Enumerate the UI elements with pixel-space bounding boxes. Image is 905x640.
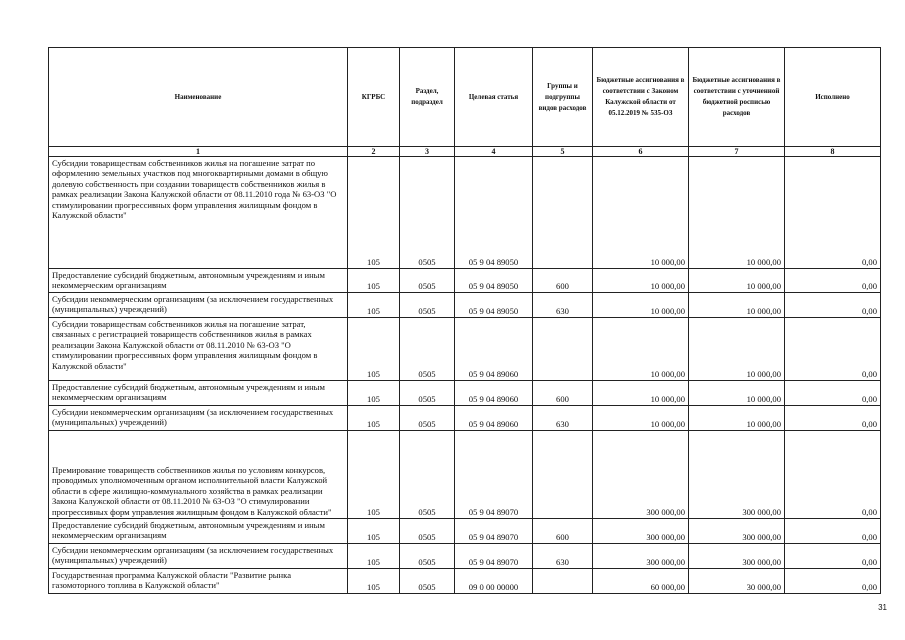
budget-table: [48, 47, 881, 594]
header-group: Группы и подгруппы видов расходов: [533, 48, 593, 147]
row-name: Субсидии некоммерческим организациям (за исключением государственных (муниципальных) учреждений): [49, 406, 348, 431]
row-name: Субсидии некоммерческим организациям (за исключением государственных (муниципальных) учреждений): [49, 293, 348, 318]
table-row: [49, 519, 881, 544]
row-name: Предоставление субсидий бюджетным, автономным учреждениям и иным некоммерческим организациям: [49, 519, 348, 544]
row-budget-law: 10 000,00: [593, 157, 689, 269]
row-executed: 0,00: [785, 406, 881, 431]
row-name: Субсидии товариществам собственников жилья на погашение затрат по оформлению земельных участков под многоквартирными домами в общую долевую собственность при создании товариществ собственников жилья в рамках реализации Закона Калужской области от 08.11.2010 года № 63-ОЗ "О стимулировании прогрессивных форм управления жилищным фондом в Калужской области": [49, 157, 348, 269]
row-budget-refined: 10 000,00: [689, 406, 785, 431]
header-row: [49, 48, 881, 147]
header-target: Целевая статья: [455, 48, 533, 147]
table-row: [49, 431, 881, 519]
row-section: 0505: [400, 569, 455, 594]
row-section: 0505: [400, 519, 455, 544]
row-executed: 0,00: [785, 381, 881, 406]
row-name: Предоставление субсидий бюджетным, автономным учреждениям и иным некоммерческим организациям: [49, 381, 348, 406]
col-number: 3: [400, 147, 455, 157]
row-target: 05 9 04 89060: [455, 318, 533, 381]
row-kgrbs: 105: [348, 431, 400, 519]
row-executed: 0,00: [785, 269, 881, 293]
row-name: Премирование товариществ собственников жилья по условиям конкурсов, проводимых уполномоченным органом исполнительной власти Калужской области в сфере жилищно-коммунального хозяйства в рамках реализации Закона Калужской области от 08.11.2010 № 63-ОЗ "О стимулировании прогрессивных форм управления жилищным фондом в Калужской области": [49, 431, 348, 519]
row-kgrbs: 105: [348, 519, 400, 544]
row-section: 0505: [400, 544, 455, 569]
header-section: Раздел, подраздел: [400, 48, 455, 147]
col-number: 1: [49, 147, 348, 157]
header-kgrbs: КГРБС: [348, 48, 400, 147]
row-group: 600: [533, 381, 593, 406]
row-target: 05 9 04 89050: [455, 293, 533, 318]
row-section: 0505: [400, 381, 455, 406]
row-group: [533, 431, 593, 519]
row-name: Государственная программа Калужской области "Развитие рынка газомоторного топлива в Калужской области": [49, 569, 348, 594]
col-number: 2: [348, 147, 400, 157]
row-executed: 0,00: [785, 569, 881, 594]
row-kgrbs: 105: [348, 318, 400, 381]
page-number: 31: [878, 603, 887, 612]
row-budget-refined: 10 000,00: [689, 269, 785, 293]
row-target: 05 9 04 89070: [455, 519, 533, 544]
row-budget-refined: 10 000,00: [689, 157, 785, 269]
row-section: 0505: [400, 431, 455, 519]
row-budget-refined: 10 000,00: [689, 381, 785, 406]
header-executed: Исполнено: [785, 48, 881, 147]
row-budget-refined: 10 000,00: [689, 318, 785, 381]
row-budget-law: 10 000,00: [593, 381, 689, 406]
row-target: 05 9 04 89050: [455, 269, 533, 293]
row-kgrbs: 105: [348, 293, 400, 318]
row-kgrbs: 105: [348, 544, 400, 569]
row-budget-law: 300 000,00: [593, 519, 689, 544]
row-section: 0505: [400, 157, 455, 269]
row-group: 630: [533, 293, 593, 318]
row-kgrbs: 105: [348, 269, 400, 293]
table-row: [49, 381, 881, 406]
row-target: 09 0 00 00000: [455, 569, 533, 594]
header-budget-law: Бюджетные ассигнования в соответствии с Законом Калужской области от 05.12.2019 № 535-ОЗ: [593, 48, 689, 147]
table-row: [49, 318, 881, 381]
row-budget-law: 300 000,00: [593, 544, 689, 569]
row-name: Субсидии некоммерческим организациям (за исключением государственных (муниципальных) учреждений): [49, 544, 348, 569]
table-row: [49, 157, 881, 269]
budget-table-sheet: [48, 47, 881, 594]
row-target: 05 9 04 89070: [455, 544, 533, 569]
col-number: 5: [533, 147, 593, 157]
row-budget-refined: 30 000,00: [689, 569, 785, 594]
row-executed: 0,00: [785, 519, 881, 544]
row-target: 05 9 04 89060: [455, 406, 533, 431]
row-name: Субсидии товариществам собственников жилья на погашение затрат, связанных с регистрацией товариществ собственников жилья в рамках реализации Закона Калужской области от 08.11.2010 № 63-ОЗ "О стимулировании прогрессивных форм управления жилищным фондом в Калужской области": [49, 318, 348, 381]
row-executed: 0,00: [785, 157, 881, 269]
table-row: [49, 569, 881, 594]
row-budget-law: 60 000,00: [593, 569, 689, 594]
row-budget-refined: 300 000,00: [689, 544, 785, 569]
row-executed: 0,00: [785, 431, 881, 519]
row-kgrbs: 105: [348, 569, 400, 594]
row-budget-law: 10 000,00: [593, 269, 689, 293]
row-executed: 0,00: [785, 293, 881, 318]
table-row: [49, 544, 881, 569]
row-section: 0505: [400, 293, 455, 318]
row-budget-law: 10 000,00: [593, 318, 689, 381]
row-group: 600: [533, 519, 593, 544]
row-group: 630: [533, 544, 593, 569]
row-kgrbs: 105: [348, 157, 400, 269]
row-budget-law: 10 000,00: [593, 406, 689, 431]
row-group: [533, 569, 593, 594]
row-target: 05 9 04 89060: [455, 381, 533, 406]
row-group: 630: [533, 406, 593, 431]
row-target: 05 9 04 89070: [455, 431, 533, 519]
row-executed: 0,00: [785, 544, 881, 569]
row-budget-refined: 300 000,00: [689, 519, 785, 544]
row-budget-refined: 300 000,00: [689, 431, 785, 519]
header-budget-refined: Бюджетные ассигнования в соответствии с уточненной бюджетной росписью расходов: [689, 48, 785, 147]
row-budget-law: 10 000,00: [593, 293, 689, 318]
table-row: [49, 406, 881, 431]
row-executed: 0,00: [785, 318, 881, 381]
row-budget-law: 300 000,00: [593, 431, 689, 519]
col-number: 6: [593, 147, 689, 157]
row-name: Предоставление субсидий бюджетным, автономным учреждениям и иным некоммерческим организациям: [49, 269, 348, 293]
row-section: 0505: [400, 318, 455, 381]
row-target: 05 9 04 89050: [455, 157, 533, 269]
table-row: [49, 293, 881, 318]
row-kgrbs: 105: [348, 381, 400, 406]
row-section: 0505: [400, 269, 455, 293]
row-group: 600: [533, 269, 593, 293]
col-number: 7: [689, 147, 785, 157]
row-kgrbs: 105: [348, 406, 400, 431]
column-number-row: [49, 147, 881, 157]
header-name: Наименование: [49, 48, 348, 147]
col-number: 4: [455, 147, 533, 157]
row-budget-refined: 10 000,00: [689, 293, 785, 318]
row-section: 0505: [400, 406, 455, 431]
table-row: [49, 269, 881, 293]
row-group: [533, 318, 593, 381]
row-group: [533, 157, 593, 269]
col-number: 8: [785, 147, 881, 157]
